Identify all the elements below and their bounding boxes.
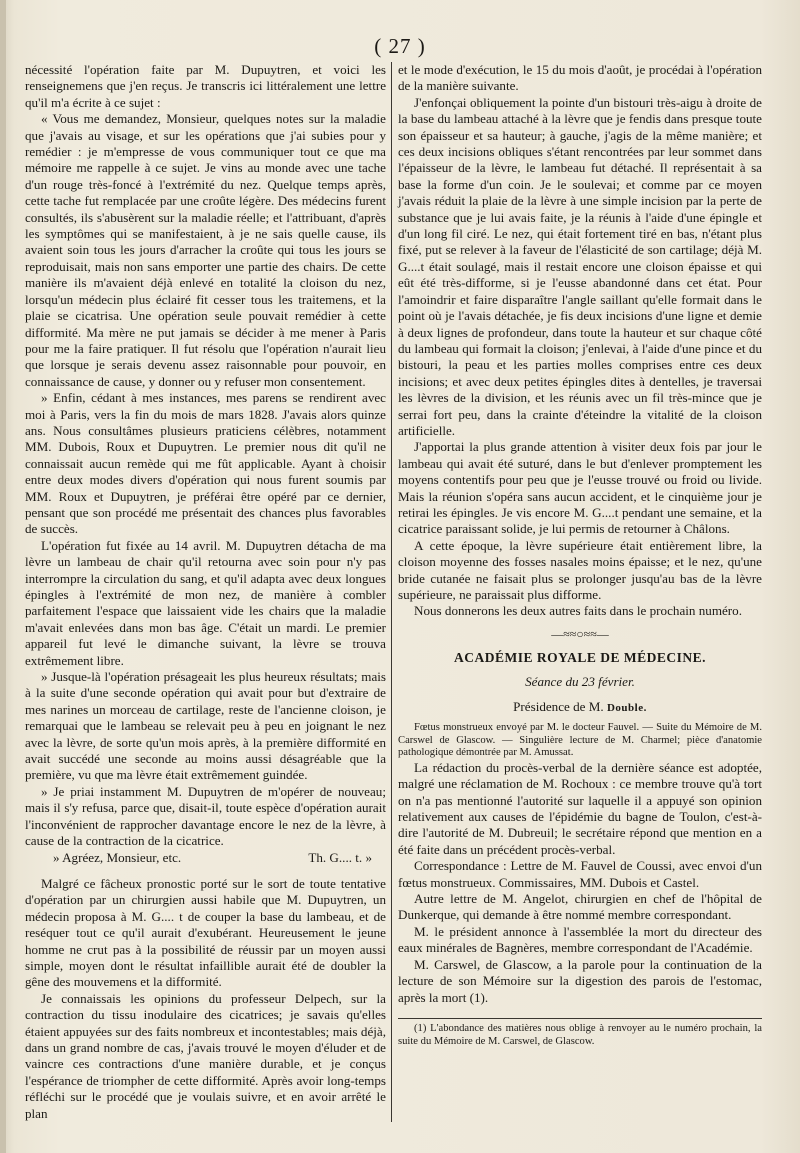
paragraph: Nous donnerons les deux autres faits dans le prochain numéro.: [414, 603, 742, 619]
right-column: [398, 62, 762, 1048]
presidence-prefix: Présidence de M.: [513, 698, 604, 714]
letter-paragraph: L'opération fut fixée au 14 avril. M. Dupuytren détacha de ma lèvre un lambeau de chair qu'il retourna avec soin pour n'y pas interrompre la circulation du sang, et qu'il adapta avec deux longues épingles à l'extrémité de mon nez, de manière à combler parfaitement l'espace que laissaient vide les chairs que la maladie m'avait enlevées dans mon bas âge. C'était un mardi. Le premier appareil fut levé le dimanche suivant, la lèvre se trouva extrêmement libre.: [25, 537, 386, 668]
right-column-body: [398, 62, 762, 620]
president-name: Double.: [606, 701, 647, 714]
letter-paragraph: « Vous me demandez, Monsieur, quelques notes sur la maladie que j'avais au visage, et sur les opérations que j'ai subies pour y remédier : je m'empresse de vous communiquer tout ce que ma mémoire me rappelle à ce sujet. Je vins au monde avec une tache d'un rouge très-foncé à l'extrémité du nez. Quelque temps après, cette tache fut remplacée par une croûte légère. Des médecins furent consultés, ils s'abusèrent sur la maladie réelle; et l'attribuant, d'après les symptômes qui se manifestaient, à je ne sais quelle cause, ils avaient soin tous les jours d'arracher la croûte qui tous les jours se reproduisait, mais non sans emporter une partie des chairs. De cette manière ils m'avaient déjà enlevé en totalité la cloison du nez, lorsqu'un médecin plus éclairé fit cesser tous les traitemens, et la plaie se cicatrisa. Une opération seule pouvait remédier à cette difformité. Ma mère ne put jamais se décider à me mener à Paris pour me la faire pratiquer. Il fut résolu que l'opération n'aurait lieu que lorsque je serais devenu assez raisonnable pour pouvoir, en connaissance de cause, y donner ou y refuser mon consentement.: [25, 111, 386, 389]
letter-closing: [25, 850, 386, 866]
paragraph: nécessité l'opération faite par M. Dupuytren, et voici les renseignemens que j'en reçus. Je transcris ici littéralement une lettre qu'il m'a écrite à ce sujet :: [25, 62, 386, 110]
letter-paragraph: » Jusque-là l'opération présageait les plus heureux résultats; mais à la suite d'une seconde opération qui avait pour but d'extraire de mes narines un morceau de cartilage, reste de l'ancienne cloison, je remarquai que le lambeau se relevait peu à peu en joignant le nez avec la lèvre, de sorte qu'un mois après, à la première difformité en avait succédé une seconde au moins aussi désagréable que la première, vu que ma lèvre était extrêmement guindée.: [25, 669, 386, 783]
footnote: (1) L'abondance des matières nous oblige à renvoyer au le numéro prochain, la suite du Mémoire de M. Carswel, de Glascow.: [398, 1022, 762, 1047]
session-paragraph: M. Carswel, de Glascow, a la parole pour la continuation de la lecture de son Mémoire sur la digestion des parois de l'estomac, après la mort (1).: [398, 956, 762, 1005]
paragraph: et le mode d'exécution, le 15 du mois d'août, je procédai à l'opération de la manière suivante.: [398, 62, 762, 94]
page-edge: [0, 0, 6, 1153]
session-summary: Fœtus monstrueux envoyé par M. le docteur Fauvel. — Suite du Mémoire de M. Carswel de Glascow. — Singulière lecture de M. Charmel; pièce d'anatomie pathologique démontrée par M. Amussat.: [398, 722, 762, 759]
left-column: [25, 62, 386, 1122]
paragraph: Je connaissais les opinions du professeur Delpech, sur la contraction du tissu inodulaire des cicatrices; je savais qu'elles étaient appuyées sur des faits nombreux et incontestables; mais déjà, dans un grand nombre de cas, j'avais trouvé le moyen d'éluder et de vaincre ces contractions d'une manière durable, et je conçus l'espérance de triompher de cette difformité. Après avoir long-temps réfléchi sur le procédé que je voulais suivre, et en avoir arrêté le plan: [25, 990, 386, 1121]
page-number: ( 27 ): [374, 34, 426, 58]
session-paragraph: La rédaction du procès-verbal de la dernière séance est adoptée, malgré une réclamation de M. Rochoux : ce membre trouve qu'à tort on n'a pas mentionné l'autorité sur laquelle il a appuyé son opinion relativement aux causes de l'épidémie du bagne de Toulon, c'est-à-dire l'autorité de M. Dubreuil; le secrétaire répond que mention en a été faite dans un précédent procès-verbal.: [398, 759, 762, 857]
paragraph: Malgré ce fâcheux pronostic porté sur le sort de toute tentative d'opération par un chirurgien aussi habile que M. Dupuytren, un médecin proposa à M. G.... t de couper la base du lambeau, et de reséquer tout ce qu'il aurait d'exubérant. Heureusement le jeune homme ne crut pas à la possibilité de réussir par un moyen aussi simple, moyen dont le résultat infaillible aurait été de doubler la gêne des mouvemens et la difformité.: [25, 875, 386, 990]
footnote-rule: [398, 1018, 762, 1019]
session-paragraph: M. le président annonce à l'assemblée la mort du directeur des eaux minérales de Bagnères, membre correspondant de l'Académie.: [398, 923, 762, 956]
section-heading: ACADÉMIE ROYALE DE MÉDECINE.: [453, 649, 707, 665]
closing-text: » Agréez, Monsieur, etc.: [53, 849, 182, 865]
session-paragraph: Correspondance : Lettre de M. Fauvel de Coussi, avec envoi d'un fœtus monstrueux. Commissaires, MM. Dubois et Castel.: [398, 858, 762, 890]
signature: Th. G.... t. »: [308, 849, 372, 865]
paragraph: J'enfonçai obliquement la pointe d'un bistouri très-aigu à droite de la base du lambeau attaché à la lèvre que je fendis dans presque toute son épaisseur et sa hauteur; à gauche, j'agis de la même manière; et ces deux incisions obliques s'étant rencontrées par leur sommet dans l'épaisseur de la lèvre, le lambeau fut détaché. Il représentait à sa base la forme d'un coin. Je le soulevai; et comme par ce moyen j'avais réduit la plaie de la lèvre à une simple incision par la perte de substance que je lui avais faite, je la réunis à l'aide d'une épingle et d'un long fil ciré. Le nez, qui était fortement tiré en bas, n'étant plus fixé, put se relever à la faveur de l'élasticité de son cartilage; déjà M. G....t était soulagé, mais il restait encore une cloison épaisse et qui eût été très-difforme, si je l'eusse abandonné dans cet état. Pour l'amoindrir et faire disparaître l'angle saillant qu'elle formait dans le point où je l'avais détachée, je fis deux incisions d'une ligne et demie à deux lignes de profondeur, dans toute la hauteur et sur chaque côté du lambeau qui formait la cloison; j'enlevai, à l'aide d'une pince et du bistouri, la peau et les parties molles comprises entre ces deux incisions; et avec deux petites épingles dites à dentelles, je traversai les lèvres de la division, et les réunis avec un fil très-mince que je serrai fort peu, dans la crainte d'éteindre la vitalité de la cloison artificielle.: [398, 94, 762, 438]
paragraph: A cette époque, la lèvre supérieure était entièrement libre, la cloison moyenne des fosses nasales moins épaisse; et le nez, qu'une bride cutanée ne faisait plus se prolonger jusqu'au bas de la lèvre supérieure, ne paraissait plus difforme.: [398, 537, 762, 602]
letter-paragraph: » Je priai instamment M. Dupuytren de m'opérer de nouveau; mais il s'y refusa, parce que, disait-il, toute espèce d'opération aurait l'inconvénient de rapprocher davantage encore le nez de la lèvre, à cause de la contraction de la cicatrice.: [25, 783, 386, 849]
session-date: Séance du 23 février.: [525, 674, 635, 690]
letter-paragraph: » Enfin, cédant à mes instances, mes parens se rendirent avec moi à Paris, vers la fin du mois de mars 1828. J'avais alors quinze ans. Nous consultâmes plusieurs praticiens célèbres, notamment MM. Dubois, Roux et Dupuytren. Le premier nous dit qu'il ne connaissait aucun remède qui me fût applicable. Ayant à choisir entre deux modes divers d'opération qui nous furent soumis par MM. Roux et Dupuytren, je préférai être opéré par ce dernier, pensant que son procédé me présentait des chances plus favorables de succès.: [25, 390, 386, 537]
session-body: [398, 760, 762, 1006]
presidence-line: [398, 699, 762, 716]
section-separator: —≈≈○≈≈—: [551, 626, 609, 641]
session-paragraph: Autre lettre de M. Angelot, chirurgien en chef de l'hôpital de Dunkerque, qui demande à être nommé membre correspondant.: [398, 891, 762, 923]
paragraph: J'apportai la plus grande attention à visiter deux fois par jour le lambeau qui avait été suturé, dans le but d'enlever promptement les moyens contentifs pour peu que je l'eusse trouvé ou froid ou livide. Mais la réunion s'opéra sans aucun accident, et le cinquième jour je retirai les épingles. Je vis encore M. G....t pendant une semaine, et la cicatrice paraissant solide, je lui permis de retourner à Châlons.: [398, 439, 762, 537]
column-rule: [391, 62, 392, 1122]
